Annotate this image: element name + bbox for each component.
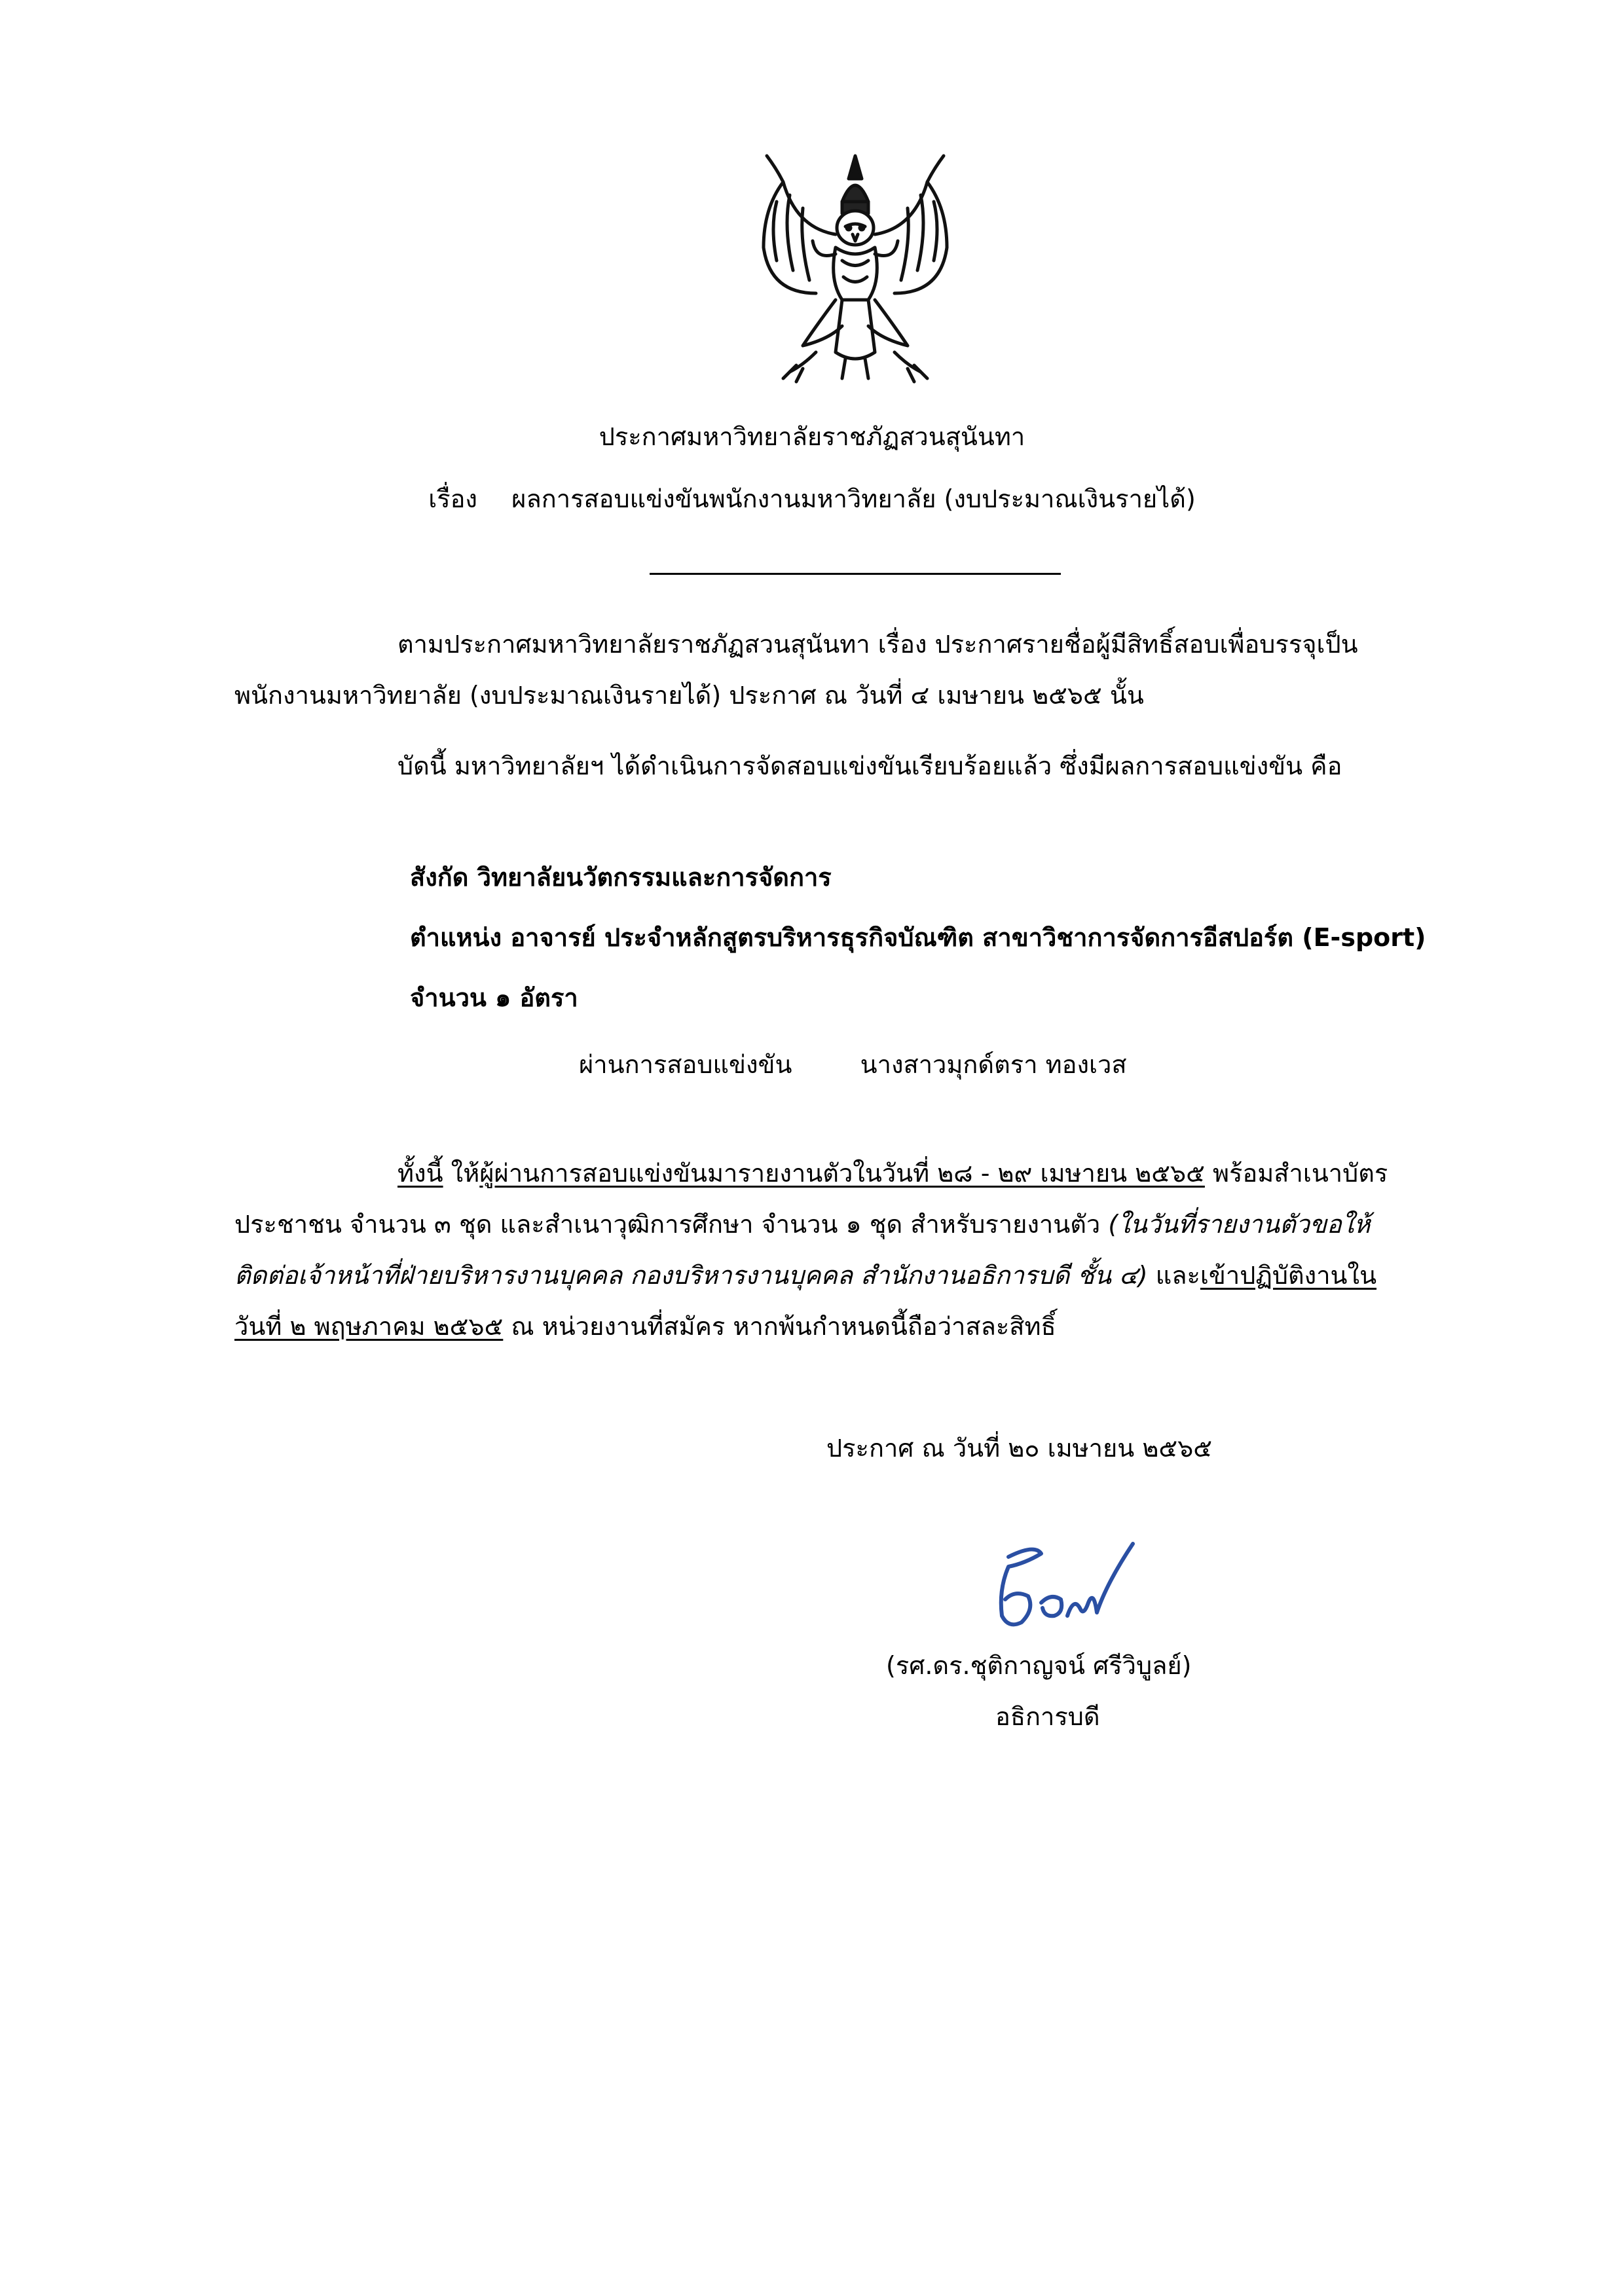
instructions-text: พร้อมสำเนาบัตร [1204, 1159, 1388, 1188]
instructions-line-4 [234, 1312, 1056, 1342]
announcement-date: ประกาศ ณ วันที่ ๒๐ เมษายน ๒๕๖๕ [826, 1434, 1213, 1463]
position-quota: จำนวน ๑ อัตรา [410, 983, 578, 1012]
paragraph-2: บัดนี้ มหาวิทยาลัยฯ ได้ดำเนินการจัดสอบแข่งขันเรียบร้อยแล้ว ซึ่งมีผลการสอบแข่งขัน คือ [397, 752, 1342, 780]
signer-title: อธิการบดี [995, 1702, 1100, 1731]
instructions-line-3 [234, 1261, 1376, 1291]
header-divider [650, 573, 1061, 575]
instructions-line-1 [397, 1159, 1388, 1189]
exam-result [579, 1050, 1127, 1080]
instructions-text: ให้ [443, 1159, 480, 1188]
start-work-date: วันที่ ๒ พฤษภาคม ๒๕๖๕ [234, 1312, 504, 1341]
subject-label: เรื่อง [428, 484, 477, 513]
instructions-line-2 [234, 1210, 1370, 1240]
instructions-text: ประชาชน จำนวน ๓ ชุด และสำเนาวุฒิการศึกษา จำนวน ๑ ชุด สำหรับรายงานตัว [234, 1210, 1109, 1239]
garuda-emblem-icon [737, 130, 973, 385]
reporting-dates: ผู้ผ่านการสอบแข่งขันมารายงานตัวในวันที่ ๒๘ - ๒๙ เมษายน ๒๕๖๕ [479, 1159, 1205, 1188]
contact-note: ติดต่อเจ้าหน้าที่ฝ่ายบริหารงานบุคคล กองบริหารงานบุคคล สำนักงานอธิการบดี ชั้น ๔) [234, 1261, 1148, 1290]
exam-result-label: ผ่านการสอบแข่งขัน [579, 1050, 792, 1079]
signature-icon [963, 1518, 1159, 1642]
contact-note: (ในวันที่รายงานตัวขอให้ [1108, 1210, 1371, 1239]
signer-name: (รศ.ดร.ชุติกาญจน์ ศรีวิบูลย์) [886, 1651, 1192, 1680]
instructions-text: ณ หน่วยงานที่สมัคร หากพ้นกำหนดนี้ถือว่าสละสิทธิ์ [503, 1312, 1056, 1341]
position-unit: สังกัด วิทยาลัยนวัตกรรมและการจัดการ [410, 863, 832, 892]
paragraph-1-line-1: ตามประกาศมหาวิทยาลัยราชภัฏสวนสุนันทา เรื่อง ประกาศรายชื่อผู้มีสิทธิ์สอบเพื่อบรรจุเป็น [397, 630, 1358, 659]
instructions-text: และ [1147, 1261, 1200, 1290]
start-work-date: เข้าปฏิบัติงานใน [1200, 1261, 1377, 1290]
passed-candidate-name: นางสาวมุกด์ตรา ทองเวส [860, 1050, 1127, 1079]
announcement-subject [0, 484, 1624, 515]
subject-text: ผลการสอบแข่งขันพนักงานมหาวิทยาลัย (งบประมาณเงินรายได้) [511, 484, 1196, 513]
paragraph-1-line-2: พนักงานมหาวิทยาลัย (งบประมาณเงินรายได้) ประกาศ ณ วันที่ ๔ เมษายน ๒๕๖๕ นั้น [234, 681, 1144, 710]
position-title: ตำแหน่ง อาจารย์ ประจำหลักสูตรบริหารธุรกิจบัณฑิต สาขาวิชาการจัดการอีสปอร์ต (E-sport) [410, 923, 1426, 952]
instructions-lead: ทั้งนี้ [397, 1159, 443, 1188]
announcement-title: ประกาศมหาวิทยาลัยราชภัฏสวนสุนันทา [599, 422, 1025, 451]
